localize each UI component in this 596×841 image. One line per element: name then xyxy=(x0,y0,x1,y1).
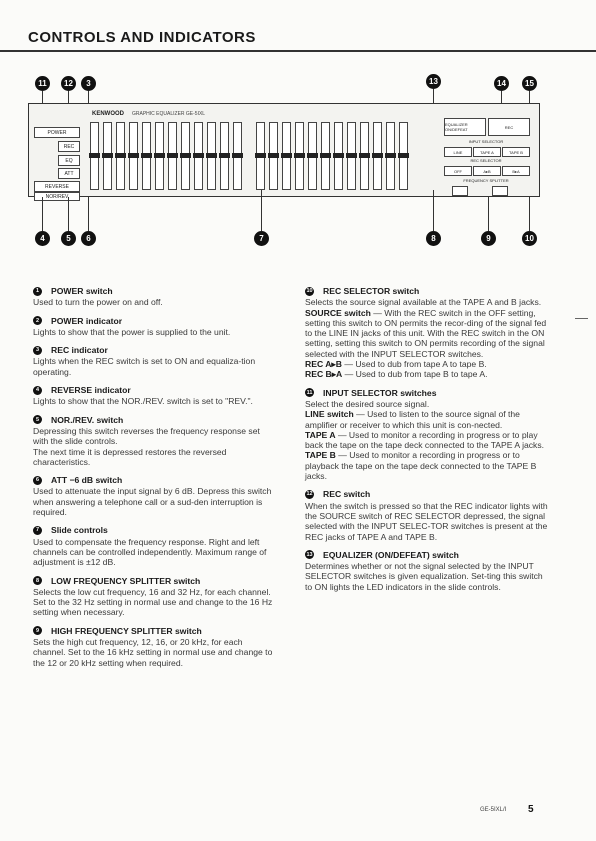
slider-knob[interactable] xyxy=(115,153,126,158)
item-body: When the switch is pressed so that the REC indicator lights with the SOURCE switch of REC SELECTOR depressed, the signal selected with the INPUT SELEC-TOR switches is present at the REC jacks of TAPE A and TAPE B. xyxy=(305,500,548,542)
number-badge: 4 xyxy=(33,386,42,395)
callout-13: 13 xyxy=(426,74,441,89)
item-body-2: The next time it is depressed restores the reversed characteristics. xyxy=(33,446,227,467)
rec-b-a-label: REC B▸A xyxy=(305,369,343,380)
rec-a-b-button[interactable]: A▸B xyxy=(473,166,501,176)
slider-knob[interactable] xyxy=(385,153,396,158)
model-code: GE-5IXL/I xyxy=(480,807,507,813)
slide-control[interactable] xyxy=(386,122,395,190)
slider-knob[interactable] xyxy=(154,153,165,158)
item-title: Slide controls xyxy=(51,525,108,536)
number-badge: 3 xyxy=(33,346,42,355)
left-column xyxy=(33,286,276,676)
item-rec-selector xyxy=(305,286,548,380)
number-badge: 1 xyxy=(33,287,42,296)
high-splitter-switch[interactable] xyxy=(492,186,508,196)
slide-control[interactable] xyxy=(142,122,151,190)
callout-6: 6 xyxy=(81,231,96,246)
slide-control[interactable] xyxy=(295,122,304,190)
slide-control[interactable] xyxy=(129,122,138,190)
slider-knob[interactable] xyxy=(141,153,152,158)
item-body: Used to attenuate the input signal by 6 dB. Depress this switch when answering a telephone call or a sud-den interruption is required. xyxy=(33,486,272,518)
power-button[interactable]: POWER xyxy=(34,127,80,138)
rec-a-b-text: — Used to dub from tape A to tape B. xyxy=(344,359,487,370)
item-rec-indicator xyxy=(33,345,276,377)
right-column xyxy=(305,286,548,600)
slider-knob[interactable] xyxy=(281,153,292,158)
number-badge: 10 xyxy=(306,288,313,294)
slide-control[interactable] xyxy=(207,122,216,190)
model-label: GRAPHIC EQUALIZER GE-5IXL xyxy=(132,111,206,117)
slide-control[interactable] xyxy=(220,122,229,190)
item-nor-rev-switch xyxy=(33,415,276,467)
item-slide-controls xyxy=(33,525,276,567)
callout-9: 9 xyxy=(481,231,496,246)
item-body: Selects the source signal available at the TAPE A and B jacks. xyxy=(305,297,542,308)
slide-control[interactable] xyxy=(360,122,369,190)
slide-control[interactable] xyxy=(347,122,356,190)
item-body: Used to turn the power on and off. xyxy=(33,297,163,308)
slider-knob[interactable] xyxy=(346,153,357,158)
number-badge: 5 xyxy=(33,415,42,424)
slide-control[interactable] xyxy=(269,122,278,190)
slide-control[interactable] xyxy=(116,122,125,190)
item-title: REVERSE indicator xyxy=(51,385,131,396)
callout-10: 10 xyxy=(522,231,537,246)
slider-knob[interactable] xyxy=(320,153,331,158)
number-badge: 13 xyxy=(306,551,313,558)
slide-control[interactable] xyxy=(321,122,330,190)
source-label: SOURCE switch xyxy=(305,307,371,318)
item-att-switch xyxy=(33,475,276,517)
callout-15: 15 xyxy=(522,76,537,91)
slider-knob[interactable] xyxy=(193,153,204,158)
callout-12: 12 xyxy=(61,76,76,91)
item-title: LOW FREQUENCY SPLITTER switch xyxy=(51,575,201,586)
line-text: — Used to listen to the source signal of the amplifier or receiver to which this unit is con-nected. xyxy=(305,409,520,430)
slide-control[interactable] xyxy=(103,122,112,190)
item-title: REC switch xyxy=(323,489,371,500)
number-badge: 11 xyxy=(306,389,313,396)
number-badge: 12 xyxy=(306,491,313,498)
item-title: EQUALIZER (ON/DEFEAT) switch xyxy=(323,549,459,560)
slider-knob[interactable] xyxy=(219,153,230,158)
tape-a-label: TAPE A xyxy=(305,429,336,440)
slide-control[interactable] xyxy=(233,122,242,190)
item-body: Depressing this switch reverses the frequency response set with the slide controls. xyxy=(33,425,260,447)
item-title: REC SELECTOR switch xyxy=(323,286,420,296)
front-panel-figure xyxy=(0,70,596,250)
att-button[interactable]: ATT xyxy=(58,168,80,179)
number-badge: 8 xyxy=(33,576,42,585)
number-badge: 9 xyxy=(33,626,42,635)
slider-knob[interactable] xyxy=(294,153,305,158)
slide-control[interactable] xyxy=(168,122,177,190)
nor-rev-button[interactable]: NOR/REV xyxy=(34,192,80,201)
item-input-selector xyxy=(305,388,548,482)
rec-off-button[interactable]: OFF xyxy=(444,166,472,176)
item-title: POWER indicator xyxy=(51,315,123,326)
rec-b-a-text: — Used to dub from tape B to tape A. xyxy=(344,369,488,380)
slider-knob[interactable] xyxy=(333,153,344,158)
rec-a-b-label: REC A▸B xyxy=(305,359,342,370)
eq-indicator: EQ xyxy=(58,155,80,166)
item-high-splitter xyxy=(33,626,276,668)
item-body: Selects the low cut frequency, 16 and 32 Hz, for each channel. Set to the 32 Hz setting in normal use and change to the 16 Hz setting when necessary. xyxy=(33,586,273,618)
item-power-switch xyxy=(33,286,276,308)
item-power-indicator xyxy=(33,316,276,338)
item-equalizer-switch xyxy=(305,550,548,592)
rec-selector-label: REC SELECTOR xyxy=(470,158,502,163)
slider-knob[interactable] xyxy=(359,153,370,158)
slide-control[interactable] xyxy=(334,122,343,190)
item-body: Sets the high cut frequency, 12, 16, or 20 kHz, for each channel. Set to the 16 kHz setting in normal use and change to the 12 or 20 kHz setting when required. xyxy=(33,637,273,668)
slide-control[interactable] xyxy=(282,122,291,190)
slider-knob[interactable] xyxy=(102,153,113,158)
tape-b-label: TAPE B xyxy=(305,450,336,461)
slide-control[interactable] xyxy=(155,122,164,190)
item-title: REC indicator xyxy=(51,345,108,356)
slider-knob[interactable] xyxy=(398,153,409,158)
tape-b-text: — Used to monitor a recording in progress or to playback the tape on the tape deck connected to the TAPE B jacks. xyxy=(305,450,537,482)
tape-b-button[interactable]: TAPE B xyxy=(502,147,530,157)
item-rec-switch xyxy=(305,489,548,541)
item-title: ATT −6 dB switch xyxy=(51,475,123,486)
item-body: Determines whether or not the signal selected by the INPUT SELECTOR switches is given equalization. Set-ting this switch to ON lights the LED indicators in the slide controls. xyxy=(305,561,543,592)
slide-control[interactable] xyxy=(373,122,382,190)
tape-a-button[interactable]: TAPE A xyxy=(473,147,501,157)
item-body: Lights to show that the power is supplied to the unit. xyxy=(33,326,231,337)
line-button[interactable]: LINE xyxy=(444,147,472,157)
slider-knob[interactable] xyxy=(206,153,217,158)
item-low-splitter xyxy=(33,576,276,618)
slide-control[interactable] xyxy=(256,122,265,190)
margin-mark xyxy=(575,318,588,319)
slider-knob[interactable] xyxy=(232,153,243,158)
slide-control[interactable] xyxy=(399,122,408,190)
item-title: HIGH FREQUENCY SPLITTER switch xyxy=(51,625,202,636)
callout-8: 8 xyxy=(426,231,441,246)
slider-knob[interactable] xyxy=(255,153,266,158)
line-label: LINE switch xyxy=(305,409,354,420)
callout-11: 11 xyxy=(35,76,50,91)
rec-button[interactable]: REC xyxy=(488,118,530,136)
slider-knob[interactable] xyxy=(180,153,191,158)
number-badge: 2 xyxy=(33,316,42,325)
slide-control[interactable] xyxy=(308,122,317,190)
brand-logo: KENWOOD xyxy=(92,111,124,117)
low-splitter-switch[interactable] xyxy=(452,186,468,196)
callout-3: 3 xyxy=(81,76,96,91)
input-selector-label: INPUT SELECTOR xyxy=(468,139,504,144)
slider-knob[interactable] xyxy=(89,153,100,158)
item-body: Used to compensate the frequency response. Right and left channels can be controlled independently. Maximum range of adjustment is ±12 dB. xyxy=(33,536,267,568)
source-text: — With the REC switch in the OFF setting, setting this switch to ON permits the recor-ding of the signal fed to the LINE IN jacks of this unit. With the REC switch in the ON setting, setting this switch to ON permits recording of the signal selected with the INPUT SELECTOR switches. xyxy=(305,307,547,359)
title-rule xyxy=(0,50,596,52)
callout-14: 14 xyxy=(494,76,509,91)
item-title: POWER switch xyxy=(51,286,113,296)
slider-knob[interactable] xyxy=(268,153,279,158)
slide-control[interactable] xyxy=(181,122,190,190)
reverse-indicator: REVERSE xyxy=(34,181,80,192)
frequency-splitter-label: FREQUENCY SPLITTER xyxy=(463,178,509,183)
callout-7: 7 xyxy=(254,231,269,246)
item-reverse-indicator xyxy=(33,385,276,407)
equalizer-on-defeat-button[interactable]: EQUALIZER ON/DEFEAT xyxy=(444,118,486,136)
callout-4: 4 xyxy=(35,231,50,246)
page-number: 5 xyxy=(528,804,534,815)
number-badge: 6 xyxy=(33,476,42,485)
item-title: NOR./REV. switch xyxy=(51,414,124,425)
item-body: Lights to show that the NOR./REV. switch is set to "REV.". xyxy=(33,396,253,407)
slider-knob[interactable] xyxy=(307,153,318,158)
page-title: CONTROLS AND INDICATORS xyxy=(28,29,256,46)
item-title: INPUT SELECTOR switches xyxy=(323,387,437,398)
callout-5: 5 xyxy=(61,231,76,246)
tape-a-text: — Used to monitor a recording in progress or to play back the tape on the tape deck connected to the TAPE A jacks. xyxy=(305,429,545,451)
slider-knob[interactable] xyxy=(128,153,139,158)
rec-b-a-button[interactable]: B▸A xyxy=(502,166,530,176)
slider-knob[interactable] xyxy=(372,153,383,158)
item-body: Select the desired source signal. xyxy=(305,398,430,409)
slider-knob[interactable] xyxy=(167,153,178,158)
number-badge: 7 xyxy=(33,526,42,535)
rec-indicator: REC xyxy=(58,141,80,152)
slide-control[interactable] xyxy=(90,122,99,190)
slide-controls xyxy=(90,122,415,188)
slide-control[interactable] xyxy=(194,122,203,190)
item-body: Lights when the REC switch is set to ON and equaliza-tion operating. xyxy=(33,356,256,377)
